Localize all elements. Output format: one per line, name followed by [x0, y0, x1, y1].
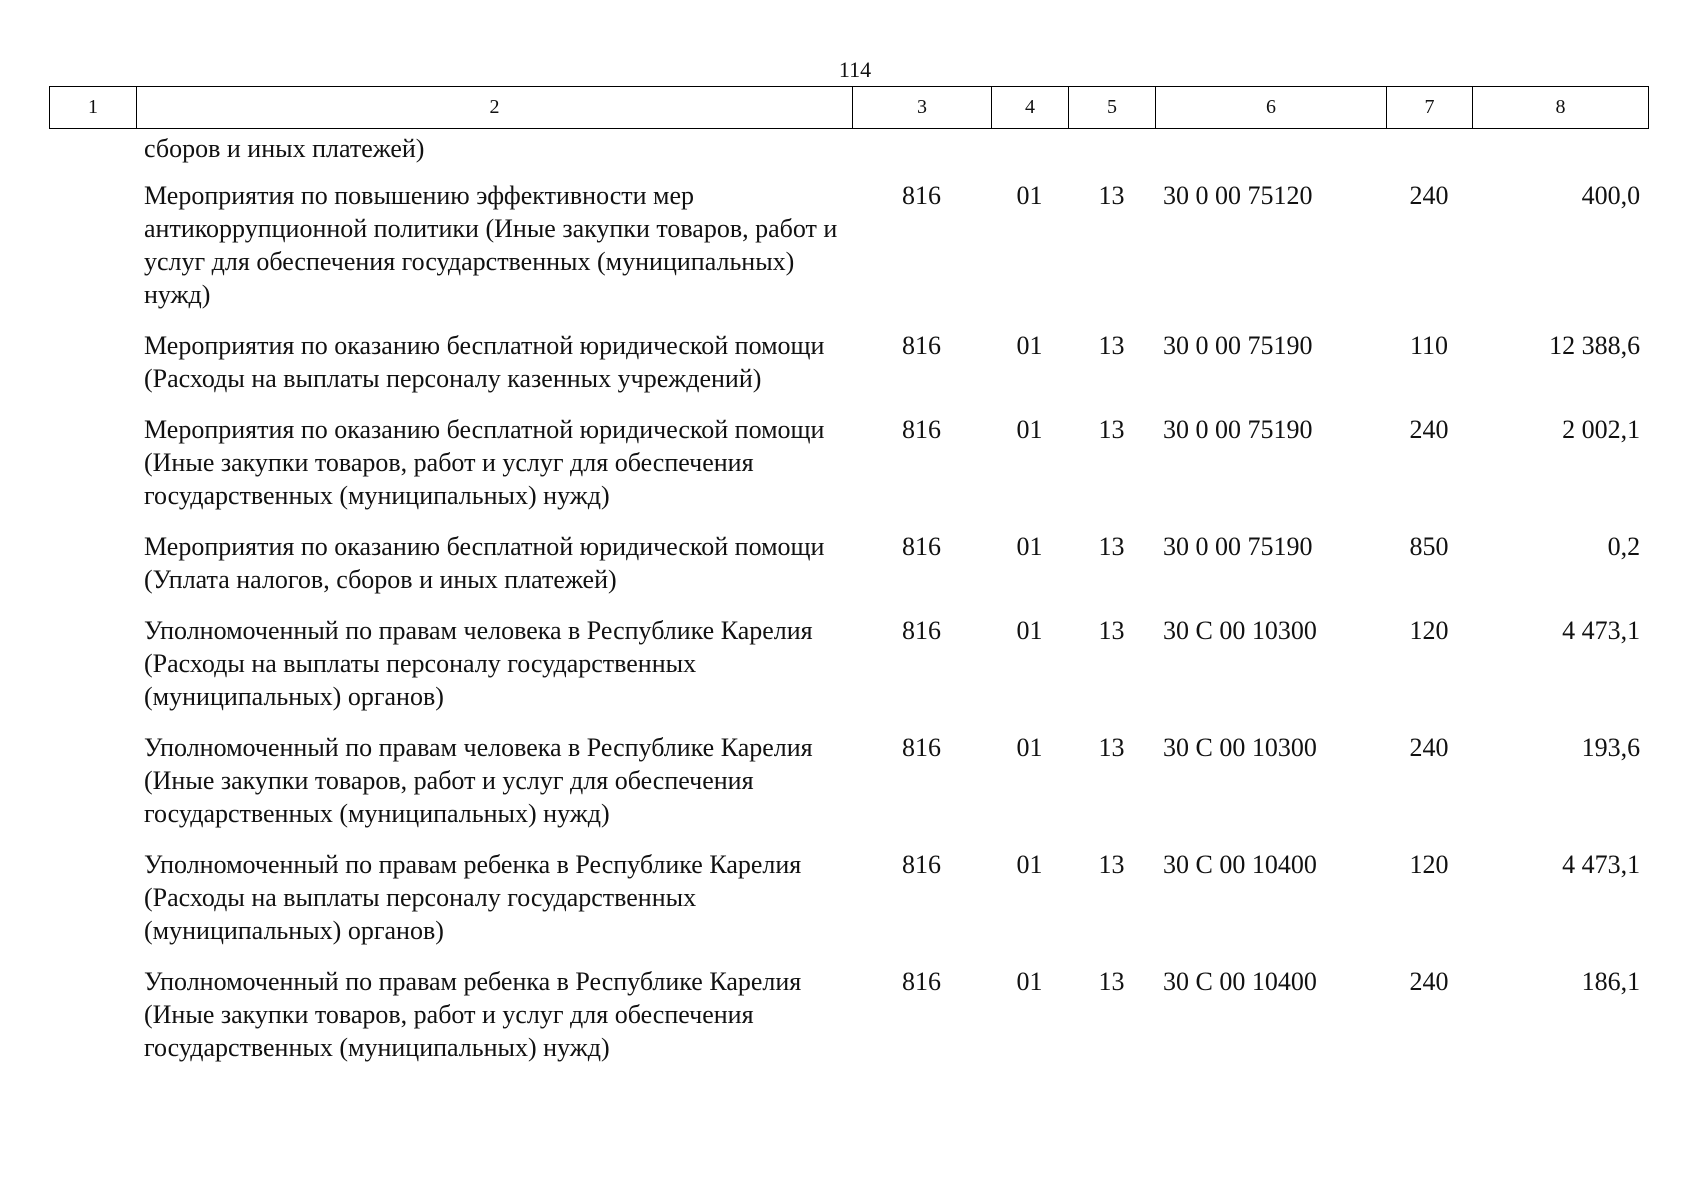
- row-section-code: 01: [1016, 331, 1043, 360]
- row-subsection-code: 13: [1098, 181, 1125, 210]
- row-target-article: 30 С 00 10400: [1163, 850, 1317, 879]
- header-col-7: 7: [1387, 87, 1473, 129]
- row-ministry-code: 816: [902, 850, 941, 879]
- row-ministry-code: 816: [902, 733, 941, 762]
- row-description: Мероприятия по оказанию бесплатной юридической помощи (Расходы на выплаты персоналу казенных учреждений): [144, 331, 825, 393]
- table-row: [49, 731, 1648, 848]
- row-expense-type: 110: [1409, 331, 1449, 360]
- continuation-row: [49, 132, 1648, 179]
- row-section-code: 01: [1016, 616, 1043, 645]
- header-col-3: 3: [853, 87, 992, 129]
- row-description: Мероприятия по оказанию бесплатной юридической помощи (Иные закупки товаров, работ и услуг для обеспечения государственных (муниципальных) нужд): [144, 415, 825, 510]
- row-section-code: 01: [1016, 181, 1043, 210]
- row-target-article: 30 С 00 10400: [1163, 967, 1317, 996]
- row-target-article: 30 С 00 10300: [1163, 733, 1317, 762]
- row-section-code: 01: [1016, 532, 1043, 561]
- row-target-article: 30 0 00 75190: [1163, 331, 1313, 360]
- table-row: [49, 614, 1648, 731]
- row-amount: 400,0: [1581, 181, 1641, 210]
- row-amount: 193,6: [1581, 733, 1641, 762]
- row-description: Мероприятия по оказанию бесплатной юридической помощи (Уплата налогов, сборов и иных платежей): [144, 532, 825, 594]
- row-target-article: 30 0 00 75190: [1163, 415, 1313, 444]
- row-description: Уполномоченный по правам человека в Республике Карелия (Расходы на выплаты персоналу государственных (муниципальных) органов): [144, 616, 813, 711]
- header-row: [50, 87, 1649, 129]
- row-ministry-code: 816: [902, 415, 941, 444]
- row-ministry-code: 816: [902, 331, 941, 360]
- row-ministry-code: 816: [902, 181, 941, 210]
- row-expense-type: 240: [1409, 733, 1449, 762]
- row-subsection-code: 13: [1098, 850, 1125, 879]
- header-col-4: 4: [992, 87, 1069, 129]
- row-amount: 4 473,1: [1562, 850, 1641, 879]
- row-expense-type: 240: [1409, 967, 1449, 996]
- row-target-article: 30 0 00 75190: [1163, 532, 1313, 561]
- row-amount: 0,2: [1607, 532, 1641, 561]
- row-subsection-code: 13: [1098, 331, 1125, 360]
- budget-table: [49, 132, 1648, 1082]
- column-number-header: [49, 86, 1649, 129]
- row-ministry-code: 816: [902, 532, 941, 561]
- row-section-code: 01: [1016, 850, 1043, 879]
- table-row: [49, 965, 1648, 1082]
- header-col-2: 2: [137, 87, 853, 129]
- table-row: [49, 329, 1648, 413]
- row-amount: 2 002,1: [1562, 415, 1641, 444]
- row-target-article: 30 0 00 75120: [1163, 181, 1313, 210]
- row-subsection-code: 13: [1098, 616, 1125, 645]
- row-expense-type: 240: [1409, 181, 1449, 210]
- row-section-code: 01: [1016, 415, 1043, 444]
- table-row: [49, 413, 1648, 530]
- row-ministry-code: 816: [902, 967, 941, 996]
- row-description: Мероприятия по повышению эффективности мер антикоррупционной политики (Иные закупки товаров, работ и услуг для обеспечения государственных (муниципальных) нужд): [144, 181, 838, 309]
- row-expense-type: 850: [1409, 532, 1449, 561]
- header-col-8: 8: [1473, 87, 1649, 129]
- table-row: [49, 848, 1648, 965]
- row-expense-type: 120: [1409, 616, 1449, 645]
- row-subsection-code: 13: [1098, 532, 1125, 561]
- row-description: Уполномоченный по правам ребенка в Республике Карелия (Расходы на выплаты персоналу государственных (муниципальных) органов): [144, 850, 802, 945]
- row-section-code: 01: [1016, 967, 1043, 996]
- row-section-code: 01: [1016, 733, 1043, 762]
- table-row: [49, 530, 1648, 614]
- row-description: Уполномоченный по правам человека в Республике Карелия (Иные закупки товаров, работ и услуг для обеспечения государственных (муниципальных) нужд): [144, 733, 813, 828]
- row-expense-type: 240: [1409, 415, 1449, 444]
- row-subsection-code: 13: [1098, 415, 1125, 444]
- header-col-1: 1: [50, 87, 137, 129]
- row-description: Уполномоченный по правам ребенка в Республике Карелия (Иные закупки товаров, работ и услуг для обеспечения государственных (муниципальных) нужд): [144, 967, 802, 1062]
- row-subsection-code: 13: [1098, 967, 1125, 996]
- row-ministry-code: 816: [902, 616, 941, 645]
- header-col-5: 5: [1069, 87, 1156, 129]
- continuation-text: сборов и иных платежей): [144, 134, 425, 163]
- row-subsection-code: 13: [1098, 733, 1125, 762]
- row-amount: 4 473,1: [1562, 616, 1641, 645]
- row-amount: 12 388,6: [1549, 331, 1641, 360]
- page-number: 114: [838, 57, 872, 82]
- header-col-6: 6: [1156, 87, 1387, 129]
- row-target-article: 30 С 00 10300: [1163, 616, 1317, 645]
- row-amount: 186,1: [1581, 967, 1641, 996]
- row-expense-type: 120: [1409, 850, 1449, 879]
- table-row: [49, 179, 1648, 329]
